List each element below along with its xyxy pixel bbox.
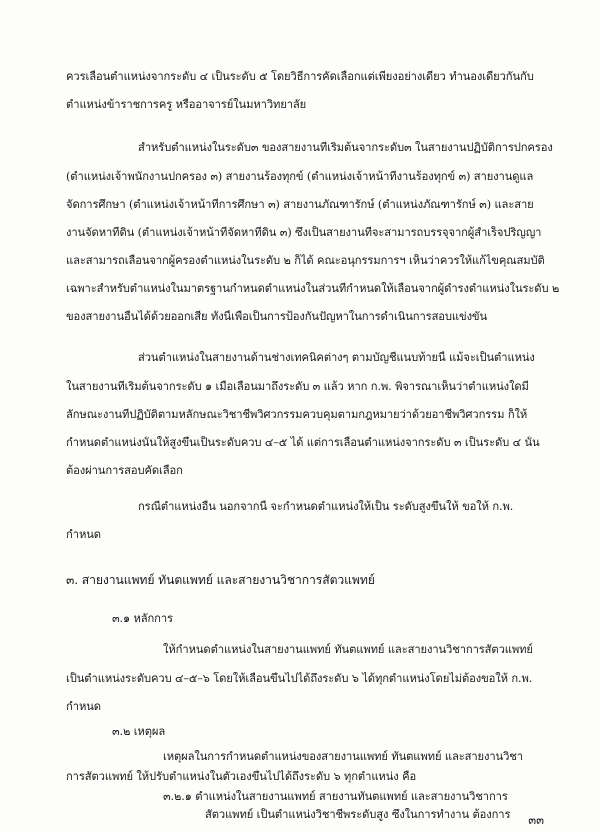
text-line: ต้องผ่านการสอบคัดเลือก xyxy=(66,464,183,477)
text-line: ส่วนตำแหน่งในสายงานด้านช่างเทคนิคต่างๆ ตามบัญชีแนบท้ายนี้ แม้จะเป็นตำแหน่ง xyxy=(138,351,535,364)
text-line: และสามารถเลื่อนจากผู้ครองตำแหน่งในระดับ ๒ ก็ได้ คณะอนุกรรมการฯ เห็นว่าควรให้แก้ไขคุณสมบัติ xyxy=(66,254,545,267)
text-line: ของสายงานอื่นได้ด้วยออกเสีย ทั้งนี้เพื่อเป็นการป้องกันปัญหาในการดำเนินการสอบแข่งขัน xyxy=(66,310,488,323)
text-line: เป็นตำแหน่งระดับควบ ๔–๕–๖ โดยให้เลื่อนขึ้นไปได้ถึงระดับ ๖ ได้ทุกตำแหน่งโดยไม่ต้องขอให้ ก.พ. xyxy=(66,672,533,685)
subsection-title: ๓.๒ เหตุผล xyxy=(112,725,166,738)
text-line: เฉพาะสำหรับตำแหน่งในมาตรฐานกำหนดตำแหน่งในส่วนที่กำหนดให้เลื่อนจากผู้ดำรงตำแหน่งในระดับ ๒ xyxy=(66,282,560,295)
text-line: กำหนด xyxy=(66,700,101,713)
text-line: ควรเลื่อนตำแหน่งจากระดับ ๔ เป็นระดับ ๕ โดยวิธีการคัดเลือกแต่เพียงอย่างเดียว ทำนองเดียวกันกับ xyxy=(66,70,534,83)
text-line: ลักษณะงานที่ปฏิบัติตามหลักษณะวิชาชีพวิศวกรรมควบคุมตามกฎหมายว่าด้วยอาชีพวิศวกรรม ก็ให้ xyxy=(66,408,528,421)
text-line: จัดการศึกษา (ตำแหน่งเจ้าหน้าที่การศึกษา ๓) สายงานภัณฑารักษ์ (ตำแหน่งภัณฑารักษ์ ๓) และสาย xyxy=(66,198,534,211)
text-line: เหตุผลในการกำหนดตำแหน่งของสายงานแพทย์ ทันตแพทย์ และสายงานวิชา xyxy=(163,750,523,763)
subsection-title: ๓.๑ หลักการ xyxy=(112,612,173,625)
text-line: ให้กำหนดตำแหน่งในสายงานแพทย์ ทันตแพทย์ และสายงานวิชาการสัตวแพทย์ xyxy=(163,643,533,656)
page-number: ๓๓ xyxy=(528,813,544,827)
text-line: ๓.๒.๑ ตำแหน่งในสายงานแพทย์ สายงานทันตแพทย์ และสายงานวิชาการ xyxy=(163,790,508,803)
section-heading: ๓. สายงานแพทย์ ทันตแพทย์ และสายงานวิชาการสัตวแพทย์ xyxy=(66,573,375,587)
text-line: สำหรับตำแหน่งในระดับ๓ ของสายงานที่เริ่มต้นจากระดับ๓ ในสายงานปฏิบัติการปกครอง xyxy=(138,141,553,154)
text-line: ตำแหน่งข้าราชการครู หรืออาจารย์ในมหาวิทยาลัย xyxy=(66,98,307,111)
text-line: กรณีตำแหน่งอื่น นอกจากนี้ จะกำหนดตำแหน่งให้เป็น ระดับสูงขึ้นให้ ขอให้ ก.พ. xyxy=(138,500,514,513)
text-line: (ตำแหน่งเจ้าพนักงานปกครอง ๓) สายงานร้องทุกข์ (ตำแหน่งเจ้าหน้าที่งานร้องทุกข์ ๓) สายงานดูแล xyxy=(66,170,534,183)
text-line: ในสายงานที่เริ่มต้นจากระดับ ๑ เมื่อเลื่อนมาถึงระดับ ๓ แล้ว หาก ก.พ. พิจารณาเห็นว่าตำแหน่งใดมี xyxy=(66,380,529,393)
text-line: งานจัดหาที่ดิน (ตำแหน่งเจ้าหน้าที่จัดหาที่ดิน ๓) ซึ่งเป็นสายงานที่จะสามารถบรรจุจากผู้สำเร็จปริญญา xyxy=(66,226,542,239)
text-line: กำหนด xyxy=(66,528,101,541)
text-line: กำหนดตำแหน่งนั้นให้สูงขึ้นเป็นระดับควบ ๔–๕ ได้ แต่การเลื่อนตำแหน่งจากระดับ ๓ เป็นระดับ ๔ นั้น xyxy=(66,436,540,449)
text-line: การสัตวแพทย์ ให้ปรับตำแหน่งในตัวเองขึ้นไปได้ถึงระดับ ๖ ทุกตำแหน่ง คือ xyxy=(66,770,417,783)
text-line: สัตวแพทย์ เป็นตำแหน่งวิชาชีพระดับสูง ซึ่งในการทำงาน ต้องการ xyxy=(205,808,511,821)
